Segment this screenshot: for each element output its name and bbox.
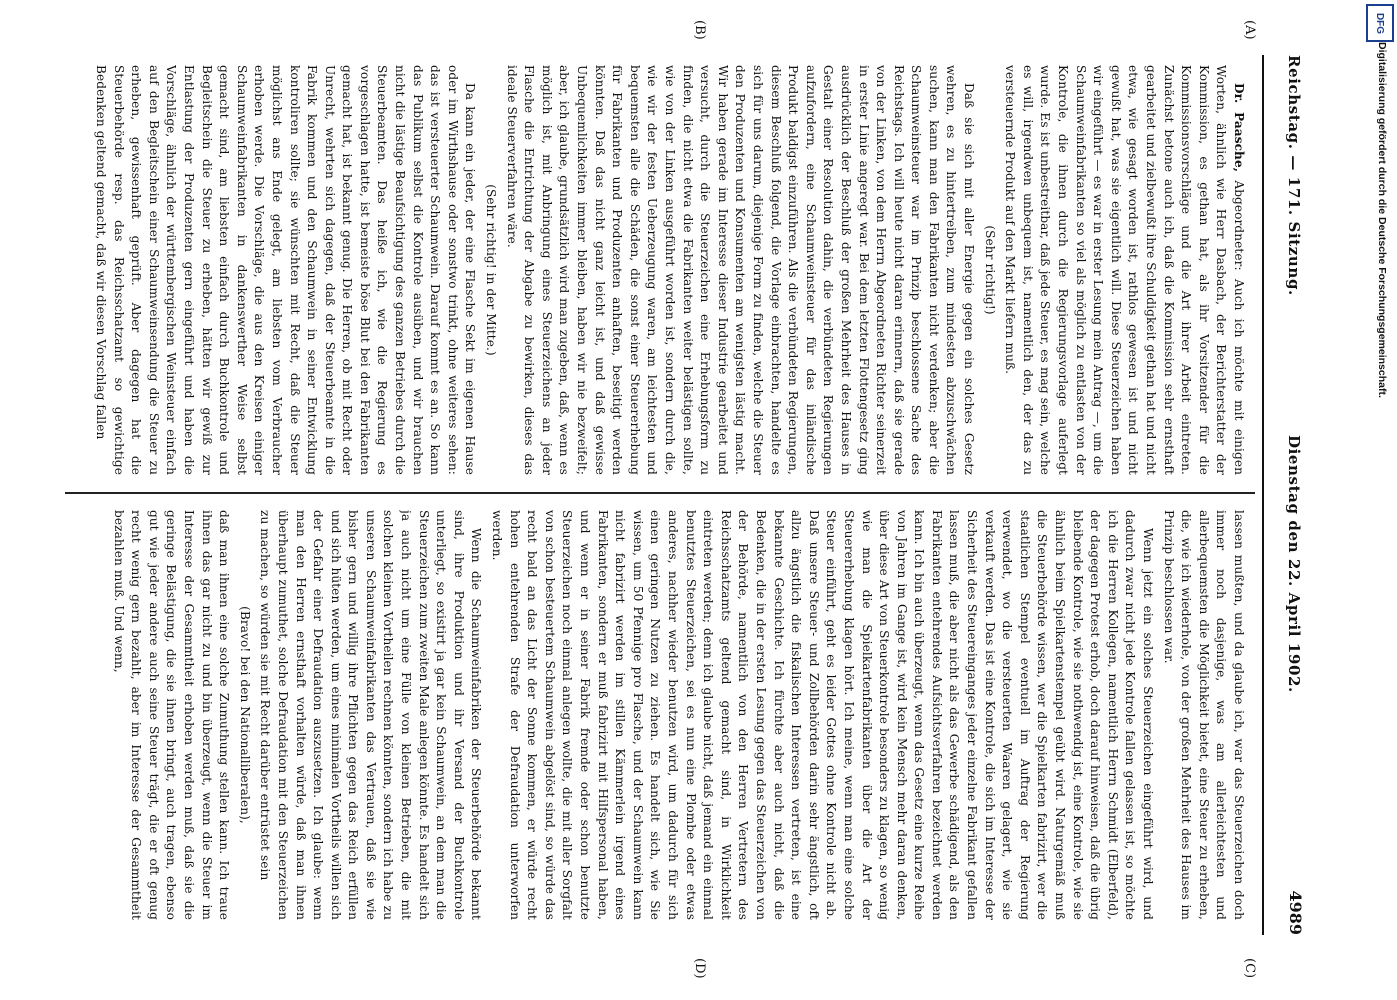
- dfg-logo: [1366, 4, 1394, 42]
- margin-marker-d: (D): [692, 958, 707, 979]
- funding-note-text: Digitalisierung gefördert durch die Deutsche Forschungsgemeinschaft.: [1376, 42, 1388, 398]
- header-rule: [1262, 55, 1264, 935]
- paragraph: [1001, 65, 1247, 475]
- margin-marker-a: (A): [1242, 20, 1257, 40]
- speaker-name: Dr. Paasche,: [1232, 83, 1246, 173]
- right-column: [67, 510, 1247, 920]
- interjection: (Bravo! bei den Nationalliberalen),: [237, 606, 252, 824]
- header-session: Reichstag. — 171. Sitzung.: [1285, 55, 1303, 296]
- interjection: (Sehr richtig!): [982, 225, 997, 315]
- funding-note: [1366, 42, 1390, 642]
- header-date: Dienstag den 22. April 1902.: [1285, 435, 1303, 693]
- paragraph: Wenn jetzt ein solches Steuerzeichen eingeführt wird, und dadurch zwar nicht jede Kontrole fallen gelassen ist, so möchte ich die Herren Kollegen, namentlich Herrn Schmidt (Elberfeld), der dagegen Protest erhob, doch darauf hinweisen, daß die übrig bleibende Kontrole, wie sie nothwendig ist, eine Kontrole, wie sie ähnlich beim Spielkartenstempel geübt wird. Naturgemäß muß die Steuerbehörde wissen, wer die Spielkarten fabrizirt, wer die staatlichen Stempel eventuell im Auftrag der Regierung verwendet, wo die versteuerten Waaren gelagert, wie sie verkauft werden. Das ist eine Kontrole, die sich im Interesse der Sicherheit des Steuereinganges jeder einzelne Fabrikant gefallen lassen muß, die aber nicht als das Gewerbe schädigend, als den Fabrikanten entehrendes Aufsichtsverfahren bezeichnet werden kann. Ich bin auch überzeugt, wenn das Gesetz eine kurze Reihe von Jahren im Gange ist, wird kein Mensch mehr daran denken, über diese Art von Steuerkontrole besonders zu klagen, so wenig wie man die Spielkartenfabrikanten über die Art der Steuererhebung klagen hört. Ich meine, wenn man eine solche Steuer einführt, geht es leider Gottes ohne Kontrole nicht ab. Daß unsere Steuer- und Zollbehörden darin sehr ängstlich, oft allzu ängstlich die fiskalischen Interessen vertreten, ist eine bekannte Geschichte. Ich fürchte aber auch nicht, daß die Bedenken, die in der ersten Lesung gegen das Steuerzeichen von der Behörde, namentlich von den Herren Vertretern des Reichsschatzamts geltend gemacht sind, in Wirklichkeit eintreten werden; denn ich glaube nicht, daß jemand ein einmal benutztes Steuerzeichen, sei es nun eine Plombe oder etwas anderes, nachher wieder benutzen wird, um dadurch für sich einen geringen Nutzen zu ziehen. Es handelt sich, wie Sie wissen, um 50 Pfennige pro Flasche, und der Schaumwein kann nicht fabrizirt werden im stillen Kämmerlein irgend eines Fabrikanten, sondern er muß fabrizirt mit Hilfspersonal haben, und wenn er in seiner Fabrik fremde oder schon benutzte Steuerzeichen noch einmal anlegen wollte, die mit aller Sorgfalt von schon besteuertem Schaumwein abgelöst sind, so würde das recht bald an das Licht der Sonne kommen, er würde recht hohen entehrenden Strafe der Defraudation unterworfen werden.: [490, 510, 1156, 920]
- margin-marker-b: (B): [692, 20, 707, 40]
- page-header: [1271, 55, 1311, 935]
- speech-text: Abgeordneter: Auch ich möchte mit einigen Worten, ähnlich wie Herr Dasbach, der Berichterstatter der Kommission, es gethan hat, als ihr Vorsitzender für die Kommissionsvorschläge und die Art ihrer Arbeit eintreten. Zunächst betone auch ich, daß die Kommission sehr ernsthaft gearbeitet und zielbewußt ihre Schuldigkeit gethan hat und nicht etwa, wie gesagt worden ist, rathlos gewesen ist und nicht gewußt hat, was sie eigentlich will. Diese Steuerzeichen haben wir eingeführt — es war in erster Lesung mein Antrag —, um die Schaumweinfabrikanten so viel als möglich zu entlasten von der Kontrole, die ihnen durch die Regierungsvorlage auferlegt wurde. Es ist unbestreitbar, daß jede Steuer, es mag sein, welche es will, irgendwen unbequem ist, namentlich den, der das zu versteuernde Produkt auf den Markt liefern muß.: [1003, 65, 1246, 475]
- left-column: [67, 65, 1247, 475]
- digitization-sidebar: [1360, 0, 1397, 1000]
- column-divider: [65, 492, 1255, 494]
- margin-marker-c: (C): [1242, 958, 1257, 979]
- page-number: 4989: [1286, 890, 1305, 935]
- paragraph: lassen mußten, und da glaube ich, war das Steuerzeichen doch immer noch dasjenige, was am allerleichtesten und allerbequemsten die Möglichkeit bietet, eine Steuer zu erheben, die, wie ich wiederhole, von der großen Mehrheit des Hauses im Prinzip beschlossen war.: [1161, 510, 1246, 920]
- interjection: (Sehr richtig! in der Mitte.): [484, 184, 499, 356]
- dfg-logo-text: DFG: [1374, 12, 1386, 34]
- paragraph: daß man ihnen eine solche Zumuthung stellen kann. Ich traue ihnen das gar nicht zu und bin überzeugt, wenn die Steuer im Interesse der Gesammtheit erhoben werden muß, daß sie die geringe Belästigung, die sie ihnen bringt, auch tragen, ebenso gut wie jeder andere auch seine Steuer trägt, die er oft genug recht wenig gern bezahlt, aber im Interesse der Gesammtheit bezahlen muß. Und wenn,: [111, 510, 232, 920]
- paragraph: Da kann ein jeder, der eine Flasche Sekt im eigenen Hause oder im Wirthshause oder sonstwo trinkt, ohne weiteres sehen: das ist versteuerter Schaumwein. Darauf kommt es an. So kann das Publikum selbst die Kontrole ausüben, und wir brauchen nicht die lästige Beaufsichtigung des ganzen Betriebes durch die Steuerbeamten. Das heiße ich, wie die Regierung es vorgeschlagen hatte, ist bemeiste böse Blut bei den Fabrikanten gemacht hat, ist bekannt genug. Die Herren, ob mit Recht oder Unrecht, wehrten sich dagegen, daß der Steuerbeamte in die Fabrik kommen und den Schaumwein in seiner Entwicklung kontroliren sollte; sie wünschten mit Recht, daß die Steuer möglichst ans Ende gelegt, am liebsten vom Verbraucher erhoben werde. Die Vorschläge, die aus den Kreisen einiger Schaumweinfabrikanten in dankenswerther Weise selbst gemacht sind, am liebsten einfach durch Buchkontrole und Begleitschein die Steuer zu erheben, hätten wir gewiß zur Entlastung der Produzenten gern eingeführt und haben die Vorschläge, ähnlich der württembergischen Weinsteuer einfach auf den Begleitschein einer Schaumweinsendung die Steuer zu erheben, gewissenhaft geprüft. Aber dagegen hat die Steuerbehörde resp. das Reichsschatzamt so gewichtige Bedenken geltend gemacht, daß wir diesen Vorschlag fallen: [94, 65, 478, 475]
- paragraph: Wenn die Schaumweinfabriken der Steuerbehörde bekannt sind, ihre Produktion und ihr Versand der Buchkontrole unterliegt, so existirt ja gar kein Schaumwein, an dem man die Steuerzeichen zum zweiten Male anlegen könnte. Es handelt sich ja auch nicht um eine Fülle von kleinen Betrieben, die mit solchen kleinen Vortheilen rechnen könnten, sondern ich habe zu unseren Schaumweinfabrikanten das Vertrauen, daß sie wie bisher gern und willig ihre Pflichten gegen das Reich erfüllen und sich hüten werden, um eines minimalen Vortheils willen sich der Gefahr einer Defraudation auszusetzen. Ich glaube: wenn man den Herren ernsthaft vorhalten würde, daß man ihnen überhaupt zumuthet, solche Defraudation mit den Steuerzeichen zu machen, so würden sie mit Recht darüber entrüstet sein: [258, 510, 484, 920]
- paragraph: Daß sie sich mit aller Energie gegen ein solches Gesetz wehren, es zu hintertreiben, zum mindesten abzuschwächen suchen, kann man den Fabrikanten nicht verdenken; aber die Schaumweinsteuer war im Prinzip beschlossene Sache des Reichstags. Ich will heute nicht daran erinnern, daß sie gerade von der Linken, von dem Herrn Abgeordneten Richter seinerzeit in erster Linie angeregt war. Bei dem letzten Flottengesetz ging ausdrücklich der Beschluß der großen Mehrheit des Hauses in Gestalt einer Resolution dahin, die verbündeten Regierungen aufzufordern, eine Schaumweinsteuer für das inländische Produkt baldigst einzuführen. Als die verbündeten Regierungen, diesem Beschluß folgend, die Vorlage einbrachten, handelte es sich für uns darum, diejenige Form zu finden, welche die Steuer den Produzenten und Konsumenten am wenigsten lästig macht. Wir haben gerade im Interesse dieser Industrie gearbeitet und versucht, durch die Steuerzeichen eine Erhebungsform zu finden, die nicht etwa die Fabrikanten weiter belästigen sollte, wie von der Linken ausgeführt worden ist, sondern durch die, wie wir der festen Ueberzeugung waren, am leichtesten und bequemsten alle die Schäden, die sonst einer Steuererhebung für Fabrikanten und Produzenten anhaften, beseitigt werden könnten. Daß das nicht ganz leicht ist, und daß gewisse Unbequemlichkeiten immer bleiben, haben wir nie bezweifelt; aber, ich glaube, grundsätzlich wird man zugeben, daß, wenn es möglich ist, mit Anbringung eines Steuerzeichens an jeder Flasche die Entrichtung der Abgabe zu bewirken, dieses das ideale Steuerverfahren wäre.: [504, 65, 977, 475]
